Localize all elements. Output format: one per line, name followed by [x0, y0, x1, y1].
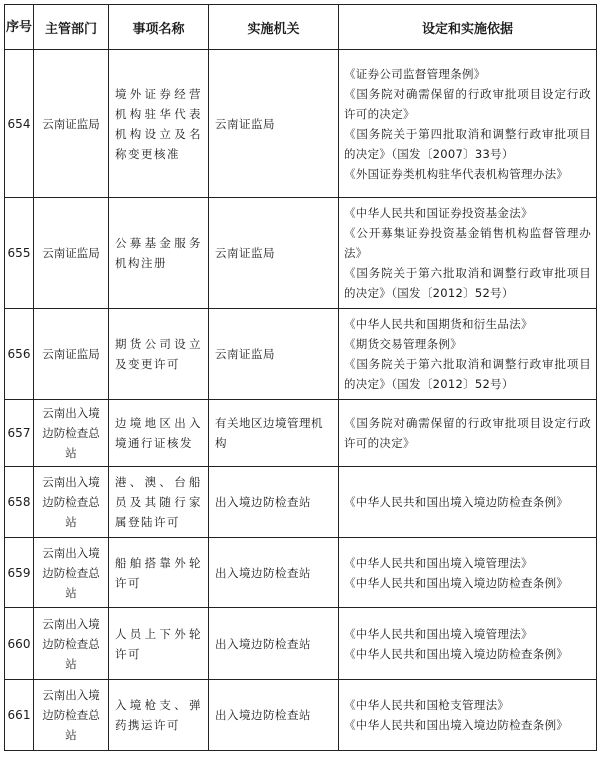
table-row: [5, 467, 597, 538]
row-agency: 出入境边防检查站: [209, 467, 339, 538]
basis-entry: 《外国证券类机构驻华代表机构管理办法》: [344, 166, 569, 181]
row-item-name: 入境枪支、弹药携运许可: [109, 680, 209, 751]
row-number: 659: [5, 538, 34, 608]
basis-entry: 《中华人民共和国出境入境边防检查条例》: [344, 718, 569, 732]
basis-entry: 《国务院关于第六批取消和调整行政审批项目的决定》（国发〔2012〕52号）: [344, 357, 591, 391]
row-number: 656: [5, 309, 34, 400]
row-number: 657: [5, 400, 34, 467]
row-department: 云南出入境边防检查总站: [34, 400, 109, 467]
header-basis: 设定和实施依据: [339, 5, 597, 50]
row-number: 655: [5, 198, 34, 309]
row-number: 660: [5, 608, 34, 680]
basis-entry: 《中华人民共和国证券投资基金法》: [344, 206, 533, 220]
row-department: 云南证监局: [34, 309, 109, 400]
row-item-name: 船舶搭靠外轮许可: [109, 538, 209, 608]
header-row: [5, 5, 597, 50]
row-agency: 云南证监局: [209, 309, 339, 400]
row-department: 云南出入境边防检查总站: [34, 467, 109, 538]
table-row: [5, 50, 597, 198]
row-agency: 出入境边防检查站: [209, 608, 339, 680]
basis-entry: 《中华人民共和国出境入境边防检查条例》: [344, 495, 569, 509]
document-page: [4, 4, 596, 772]
row-agency: 有关地区边境管理机构: [209, 400, 339, 467]
table-header: [5, 5, 597, 50]
row-item-name: 港、澳、台船员及其随行家属登陆许可: [109, 467, 209, 538]
basis-entry: 《中华人民共和国出境入境管理法》: [344, 626, 533, 641]
basis-entry: 《国务院对确需保留的行政审批项目设定行政许可的决定》: [344, 86, 591, 121]
row-item-name: 边境地区出入境通行证核发: [109, 400, 209, 467]
basis-entry: 《中华人民共和国出境入境边防检查条例》: [344, 646, 569, 661]
row-agency: 出入境边防检查站: [209, 680, 339, 751]
row-item-name: 境外证券经营机构驻华代表机构设立及名称变更核准: [109, 50, 209, 198]
table-row: [5, 608, 597, 680]
basis-entry: 《中华人民共和国出境入境边防检查条例》: [344, 575, 569, 590]
table-row: [5, 309, 597, 400]
table-row: [5, 198, 597, 309]
row-basis: [339, 608, 597, 680]
row-basis: [339, 680, 597, 751]
basis-entry: 《公开募集证券投资基金销售机构监督管理办法》: [344, 226, 591, 260]
header-department: 主管部门: [34, 5, 109, 50]
row-agency: 云南证监局: [209, 198, 339, 309]
header-agency: 实施机关: [209, 5, 339, 50]
basis-entry: 《中华人民共和国枪支管理法》: [344, 698, 510, 712]
basis-entry: 《中华人民共和国出境入境管理法》: [344, 555, 533, 570]
header-index: 序号: [5, 5, 34, 50]
row-basis: [339, 467, 597, 538]
row-item-name: 公募基金服务机构注册: [109, 198, 209, 309]
row-department: 云南证监局: [34, 50, 109, 198]
row-item-name: 期货公司设立及变更许可: [109, 309, 209, 400]
table-row: [5, 680, 597, 751]
row-basis: [339, 309, 597, 400]
row-basis: [339, 198, 597, 309]
approval-items-table: [4, 4, 597, 751]
row-basis: [339, 538, 597, 608]
row-department: 云南出入境边防检查总站: [34, 608, 109, 680]
row-number: 658: [5, 467, 34, 538]
table-body: [5, 50, 597, 751]
table-row: [5, 538, 597, 608]
basis-entry: 《中华人民共和国期货和衍生品法》: [344, 317, 533, 331]
row-department: 云南出入境边防检查总站: [34, 538, 109, 608]
row-department: 云南出入境边防检查总站: [34, 680, 109, 751]
row-basis: [339, 400, 597, 467]
row-department: 云南证监局: [34, 198, 109, 309]
row-item-name: 人员上下外轮许可: [109, 608, 209, 680]
row-number: 661: [5, 680, 34, 751]
basis-entry: 《期货交易管理条例》: [344, 337, 462, 351]
table-row: [5, 400, 597, 467]
row-basis: [339, 50, 597, 198]
basis-entry: 《国务院关于第六批取消和调整行政审批项目的决定》（国发〔2012〕52号）: [344, 266, 591, 300]
basis-entry: 《证券公司监督管理条例》: [344, 66, 486, 81]
row-agency: 云南证监局: [209, 50, 339, 198]
basis-entry: 《国务院对确需保留的行政审批项目设定行政许可的决定》: [344, 416, 591, 450]
header-item-name: 事项名称: [109, 5, 209, 50]
row-agency: 出入境边防检查站: [209, 538, 339, 608]
row-number: 654: [5, 50, 34, 198]
basis-entry: 《国务院关于第四批取消和调整行政审批项目的决定》（国发〔2007〕33号）: [344, 126, 591, 161]
